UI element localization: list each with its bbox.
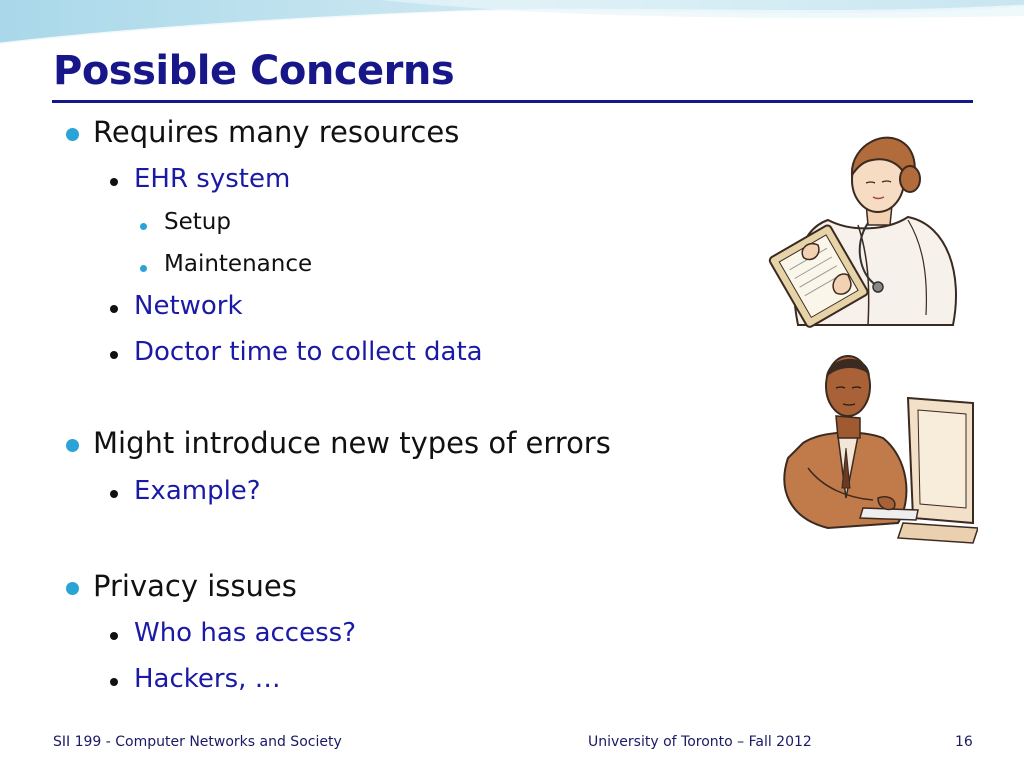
bullet-dot	[110, 178, 118, 186]
bullet-dot	[66, 439, 79, 452]
doctor-with-clipboard-image	[758, 125, 968, 330]
person-at-computer-image	[768, 348, 978, 548]
bullet-dot	[110, 490, 118, 498]
bullet-ehr-system: EHR system	[134, 164, 291, 194]
bullet-network: Network	[134, 291, 243, 321]
footer-course: SII 199 - Computer Networks and Society	[53, 734, 342, 750]
bullet-dot	[110, 351, 118, 359]
bullet-dot	[110, 632, 118, 640]
footer-page-number: 16	[955, 734, 973, 750]
footer-university: University of Toronto – Fall 2012	[588, 734, 812, 750]
bullet-who-has-access: Who has access?	[134, 618, 356, 648]
bullet-privacy-issues: Privacy issues	[93, 569, 297, 603]
bullet-example: Example?	[134, 476, 261, 506]
bullet-doctor-time: Doctor time to collect data	[134, 337, 483, 367]
bullet-dot	[66, 128, 79, 141]
bullet-hackers: Hackers, …	[134, 664, 281, 694]
bullet-dot	[110, 305, 118, 313]
bullet-dot	[110, 678, 118, 686]
bullet-dot	[140, 265, 147, 272]
bullet-new-errors: Might introduce new types of errors	[93, 426, 611, 460]
slide-title: Possible Concerns	[53, 48, 455, 94]
bullet-dot	[66, 582, 79, 595]
bullet-dot	[140, 223, 147, 230]
bullet-maintenance: Maintenance	[164, 251, 313, 277]
bullet-requires-resources: Requires many resources	[93, 115, 460, 149]
bullet-setup: Setup	[164, 209, 231, 235]
